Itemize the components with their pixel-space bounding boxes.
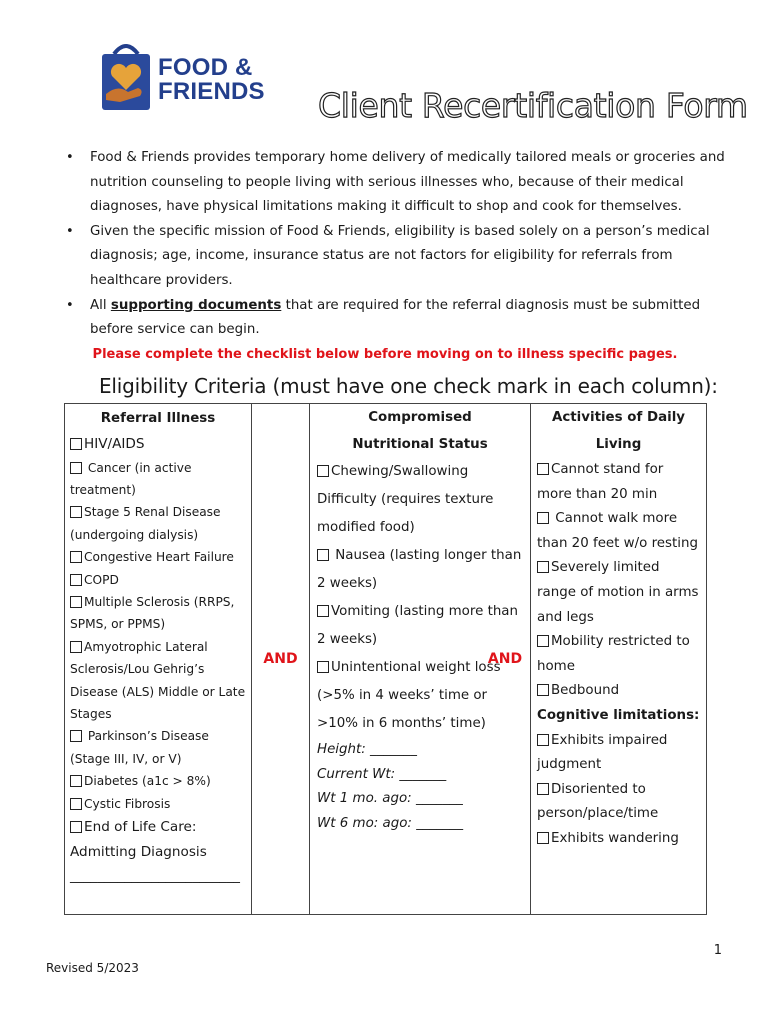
list-item bbox=[70, 725, 251, 770]
item-label: Bedbound bbox=[551, 683, 620, 699]
item-label: Multiple Sclerosis (RRPS, SPMS, or PPMS) bbox=[70, 594, 235, 632]
item-label: Chewing/Swallowing Difficulty (requires texture modified food) bbox=[317, 464, 494, 535]
checkbox[interactable] bbox=[70, 574, 82, 586]
daily-living-header: Activities of Daily Living bbox=[551, 410, 686, 452]
item-label: Parkinson’s Disease (Stage III, IV, or V) bbox=[70, 729, 209, 766]
nutritional-status-header: Compromised Nutritional Status bbox=[352, 410, 488, 452]
list-item bbox=[70, 432, 251, 457]
admitting-diagnosis-label: Admitting Diagnosis bbox=[70, 843, 207, 860]
item-label: Mobility restricted to home bbox=[537, 634, 690, 674]
weight-1-month-field[interactable]: Wt 1 mo. ago: _______ bbox=[317, 791, 463, 807]
nutritional-status-list bbox=[310, 458, 530, 836]
height-field[interactable]: Height: _______ bbox=[317, 742, 417, 757]
checkbox[interactable] bbox=[317, 549, 329, 561]
intro-bullets bbox=[62, 146, 732, 343]
current-weight-field[interactable]: Current Wt: _______ bbox=[317, 766, 447, 782]
checkbox[interactable] bbox=[537, 512, 549, 524]
form-title: Client Recertification Form bbox=[318, 86, 748, 125]
supporting-documents-link[interactable]: supporting documents bbox=[110, 297, 282, 313]
list-item bbox=[317, 458, 526, 542]
list-item bbox=[537, 729, 702, 778]
list-item bbox=[537, 630, 702, 679]
intro-bullet-2: • Given the specific mission of Food & Friends, eligibility is based solely on a person’s medical diagnosis; age, income, insurance status are not factors for eligibility for referrals from healthcare providers. bbox=[62, 220, 732, 294]
revised-date: Revised 5/2023 bbox=[46, 961, 139, 975]
checkbox[interactable] bbox=[317, 465, 329, 477]
page-number: 1 bbox=[713, 943, 722, 958]
eligibility-table bbox=[64, 403, 707, 915]
checkbox[interactable] bbox=[70, 641, 82, 653]
list-item bbox=[70, 636, 251, 726]
list-item bbox=[70, 815, 251, 840]
checkbox[interactable] bbox=[537, 463, 549, 475]
list-item bbox=[537, 556, 702, 630]
logo-line-2: FRIENDS bbox=[158, 78, 265, 105]
notice-text: Please complete the checklist below before moving on to illness specific pages. bbox=[92, 347, 678, 362]
item-label: Vomiting (lasting more than 2 weeks) bbox=[317, 604, 519, 647]
shopping-bag-heart-icon bbox=[98, 40, 154, 112]
list-item bbox=[317, 654, 526, 738]
admitting-diagnosis-field[interactable]: _________________________ bbox=[70, 868, 240, 884]
item-label: Congestive Heart Failure bbox=[84, 550, 234, 565]
item-label: End of Life Care: bbox=[84, 819, 197, 835]
intro-bullet-1: • Food & Friends provides temporary home delivery of medically tailored meals or groceries and nutrition counseling to people living with serious illnesses who, because of their medical diagnoses, have physical limitations making it difficult to shop and cook for themselves. bbox=[62, 146, 732, 220]
referral-illness-header: Referral Illness bbox=[100, 411, 216, 426]
list-item bbox=[537, 679, 702, 704]
item-label: Diabetes (a1c > 8%) bbox=[84, 774, 211, 789]
referral-illness-column bbox=[65, 404, 252, 915]
daily-living-list bbox=[531, 458, 706, 852]
weight-6-month-field[interactable]: Wt 6 mo: ago: _______ bbox=[317, 815, 464, 831]
bullet-3-suffix: that are required for the referral diagnosis must be submitted before service can begin. bbox=[90, 297, 701, 338]
checkbox[interactable] bbox=[70, 596, 82, 608]
item-label: COPD bbox=[84, 572, 119, 587]
logo-line-1: FOOD & bbox=[158, 54, 253, 81]
item-label: Amyotrophic Lateral Sclerosis/Lou Gehrig’s Disease (ALS) Middle or Late Stages bbox=[70, 639, 246, 721]
and-connector-1: AND bbox=[252, 404, 310, 915]
checkbox[interactable] bbox=[70, 730, 82, 742]
list-item bbox=[70, 793, 251, 815]
checkbox[interactable] bbox=[70, 798, 82, 810]
list-item bbox=[70, 501, 251, 546]
item-label: Stage 5 Renal Disease (undergoing dialysis) bbox=[70, 505, 221, 542]
checkbox[interactable] bbox=[70, 821, 82, 833]
checkbox[interactable] bbox=[537, 684, 549, 696]
list-item bbox=[70, 569, 251, 591]
item-label: Cannot stand for more than 20 min bbox=[537, 462, 664, 502]
checkbox[interactable] bbox=[317, 661, 329, 673]
checkbox[interactable] bbox=[537, 832, 549, 844]
list-item bbox=[70, 546, 251, 568]
list-item bbox=[537, 778, 702, 827]
checkbox[interactable] bbox=[537, 734, 549, 746]
item-label: HIV/AIDS bbox=[84, 436, 145, 452]
list-item bbox=[317, 598, 526, 654]
eligibility-heading: Eligibility Criteria (must have one check mark in each column): bbox=[99, 374, 718, 398]
item-label: Exhibits impaired judgment bbox=[537, 732, 668, 773]
food-and-friends-logo bbox=[98, 40, 283, 112]
intro-bullet-3 bbox=[62, 294, 732, 343]
bullet-3-prefix: All bbox=[90, 297, 111, 313]
checkbox[interactable] bbox=[537, 635, 549, 647]
checkbox[interactable] bbox=[537, 561, 549, 573]
item-label: Exhibits wandering bbox=[551, 830, 679, 846]
checkbox[interactable] bbox=[537, 783, 549, 795]
list-item bbox=[70, 770, 251, 792]
checkbox[interactable] bbox=[70, 551, 82, 563]
checkbox[interactable] bbox=[70, 438, 82, 450]
item-label: Severely limited range of motion in arms and legs bbox=[537, 560, 699, 625]
item-label: Disoriented to person/place/time bbox=[537, 781, 659, 822]
list-item bbox=[70, 591, 251, 636]
checkbox[interactable] bbox=[70, 775, 82, 787]
daily-living-column bbox=[531, 404, 707, 915]
item-label: Unintentional weight loss (>5% in 4 weeks’ time or >10% in 6 months’ time) bbox=[317, 660, 501, 731]
list-item bbox=[537, 507, 702, 556]
list-item bbox=[70, 457, 251, 502]
item-label: Nausea (lasting longer than 2 weeks) bbox=[317, 548, 522, 591]
list-item bbox=[317, 542, 526, 598]
item-label: Cannot walk more than 20 feet w/o resting bbox=[537, 511, 698, 551]
referral-illness-list bbox=[65, 432, 251, 889]
checkbox[interactable] bbox=[70, 506, 82, 518]
nutritional-status-column bbox=[310, 404, 531, 915]
checkbox[interactable] bbox=[317, 605, 329, 617]
cognitive-limitations-heading: Cognitive limitations: bbox=[537, 707, 700, 723]
logo-wordmark bbox=[158, 56, 265, 104]
checkbox[interactable] bbox=[70, 462, 82, 474]
list-item bbox=[537, 827, 702, 852]
and-connector-2: AND bbox=[487, 651, 523, 667]
list-item bbox=[537, 458, 702, 507]
item-label: Cancer (in active treatment) bbox=[70, 460, 192, 497]
item-label: Cystic Fibrosis bbox=[84, 796, 171, 811]
